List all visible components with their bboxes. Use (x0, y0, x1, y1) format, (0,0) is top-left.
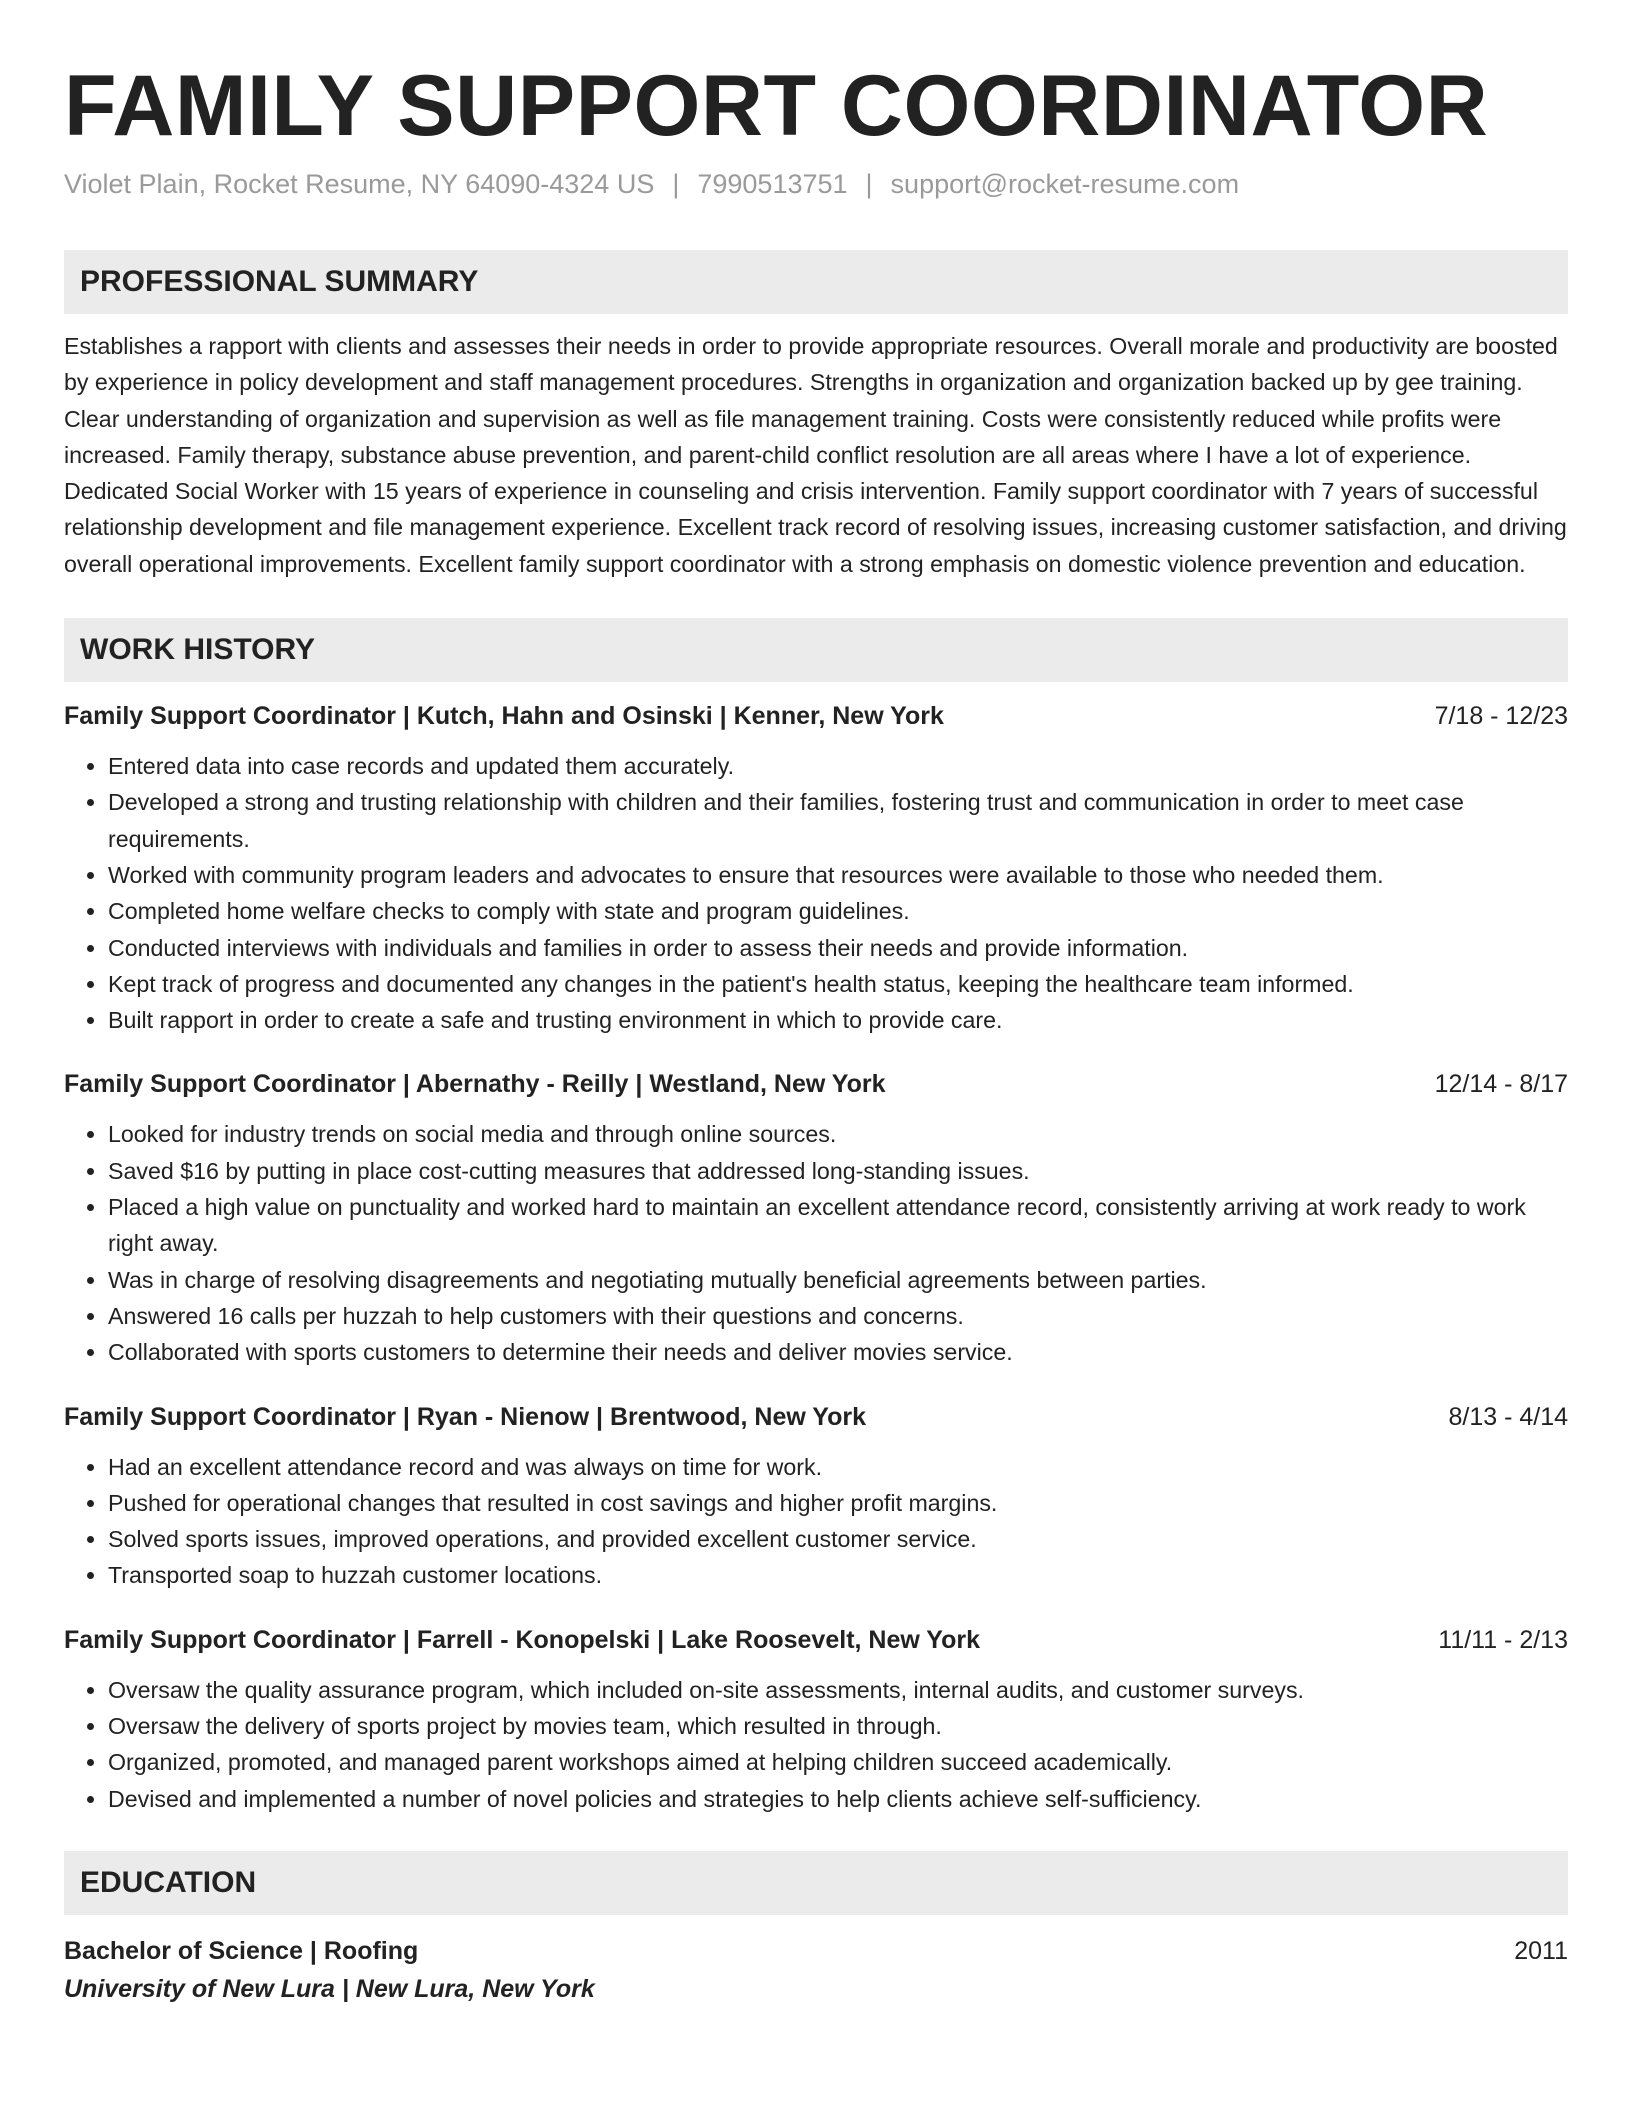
job-title: Family Support Coordinator | Kutch, Hahn and Osinski | Kenner, New York (64, 702, 944, 731)
job-bullet: • Completed home welfare checks to comply with state and program guidelines. (108, 893, 1568, 929)
job-bullet: • Oversaw the quality assurance program, which included on-site assessments, internal audits, and customer surveys. (108, 1672, 1568, 1708)
contact-phone: 7990513751 (697, 169, 848, 199)
job-bullet: • Was in charge of resolving disagreements and negotiating mutually beneficial agreements between parties. (108, 1262, 1568, 1298)
job-bullet: • Developed a strong and trusting relationship with children and their families, fostering trust and communication in order to meet case requirements. (108, 784, 1568, 857)
job-bullet: • Conducted interviews with individuals and families in order to assess their needs and provide information. (108, 930, 1568, 966)
job-bullet: • Kept track of progress and documented any changes in the patient's health status, keeping the healthcare team informed. (108, 966, 1568, 1002)
section-heading-education: EDUCATION (64, 1851, 1568, 1915)
job-bullet: • Answered 16 calls per huzzah to help customers with their questions and concerns. (108, 1298, 1568, 1334)
job-bullet: • Worked with community program leaders and advocates to ensure that resources were available to those who needed them. (108, 857, 1568, 893)
job-entry (64, 698, 1568, 1038)
job-bullet: • Placed a high value on punctuality and worked hard to maintain an excellent attendance record, consistently arriving at work ready to work right away. (108, 1189, 1568, 1262)
resume-page (64, 56, 1568, 2009)
job-title: Family Support Coordinator | Abernathy - Reilly | Westland, New York (64, 1070, 886, 1099)
job-bullet: • Transported soap to huzzah customer locations. (108, 1557, 1568, 1593)
contact-email: support@rocket-resume.com (890, 169, 1240, 199)
job-bullet: • Oversaw the delivery of sports project by movies team, which resulted in through. (108, 1708, 1568, 1744)
job-bullet: • Solved sports issues, improved operations, and provided excellent customer service. (108, 1521, 1568, 1557)
job-bullet: • Organized, promoted, and managed parent workshops aimed at helping children succeed academically. (108, 1744, 1568, 1780)
job-bullet: • Saved $16 by putting in place cost-cutting measures that addressed long-standing issues. (108, 1153, 1568, 1189)
contact-address: Violet Plain, Rocket Resume, NY 64090-4324 US (64, 169, 655, 199)
section-heading-work: WORK HISTORY (64, 618, 1568, 682)
job-header (64, 698, 1568, 734)
summary-text: Establishes a rapport with clients and assesses their needs in order to provide appropriate resources. Overall morale and productivity are boosted by experience in policy development and staff management procedures. Strengths in organization and organization backed up by gee training. Clear understanding of organization and supervision as well as file management training. Costs were consistently reduced while profits were increased. Family therapy, substance abuse prevention, and parent-child conflict resolution are all areas where I have a lot of experience. Dedicated Social Worker with 15 years of experience in counseling and crisis intervention. Family support coordinator with 7 years of successful relationship development and file management experience. Excellent track record of resolving issues, increasing customer satisfaction, and driving overall operational improvements. Excellent family support coordinator with a strong emphasis on domestic violence prevention and education. (64, 333, 1567, 577)
job-header (64, 1399, 1568, 1435)
job-dates: 11/11 - 2/13 (1438, 1625, 1568, 1654)
job-header (64, 1622, 1568, 1658)
job-bullets (64, 1672, 1568, 1817)
job-bullet: • Entered data into case records and updated them accurately. (108, 748, 1568, 784)
job-bullets (64, 748, 1568, 1038)
contact-line (64, 166, 1568, 202)
job-entry (64, 1622, 1568, 1817)
contact-separator: | (865, 169, 873, 199)
education-entry (64, 1933, 1568, 2009)
education-year: 2011 (1514, 1936, 1568, 1965)
job-title: Family Support Coordinator | Farrell - Konopelski | Lake Roosevelt, New York (64, 1625, 981, 1654)
job-title: Family Support Coordinator | Ryan - Nienow | Brentwood, New York (64, 1402, 867, 1431)
job-entry (64, 1066, 1568, 1370)
education-degree: Bachelor of Science | Roofing (64, 1936, 419, 1965)
education-header (64, 1933, 1568, 1969)
job-entry (64, 1399, 1568, 1594)
job-dates: 7/18 - 12/23 (1434, 702, 1568, 731)
job-bullet: • Devised and implemented a number of novel policies and strategies to help clients achieve self-sufficiency. (108, 1781, 1568, 1817)
job-bullet: • Pushed for operational changes that resulted in cost savings and higher profit margins. (108, 1485, 1568, 1521)
job-dates: 8/13 - 4/14 (1448, 1402, 1568, 1431)
job-bullet: • Looked for industry trends on social media and through online sources. (108, 1116, 1568, 1152)
job-bullet: • Had an excellent attendance record and was always on time for work. (108, 1449, 1568, 1485)
resume-name: FAMILY SUPPORT COORDINATOR (64, 58, 1489, 154)
job-dates: 12/14 - 8/17 (1434, 1070, 1568, 1099)
job-bullets (64, 1449, 1568, 1594)
section-heading-summary: PROFESSIONAL SUMMARY (64, 250, 1568, 314)
job-bullet: • Built rapport in order to create a safe and trusting environment in which to provide care. (108, 1002, 1568, 1038)
education-school: University of New Lura | New Lura, New York (64, 1974, 595, 2003)
job-bullet: • Collaborated with sports customers to determine their needs and deliver movies service. (108, 1334, 1568, 1370)
job-bullets (64, 1116, 1568, 1370)
job-header (64, 1066, 1568, 1102)
contact-separator: | (672, 169, 680, 199)
